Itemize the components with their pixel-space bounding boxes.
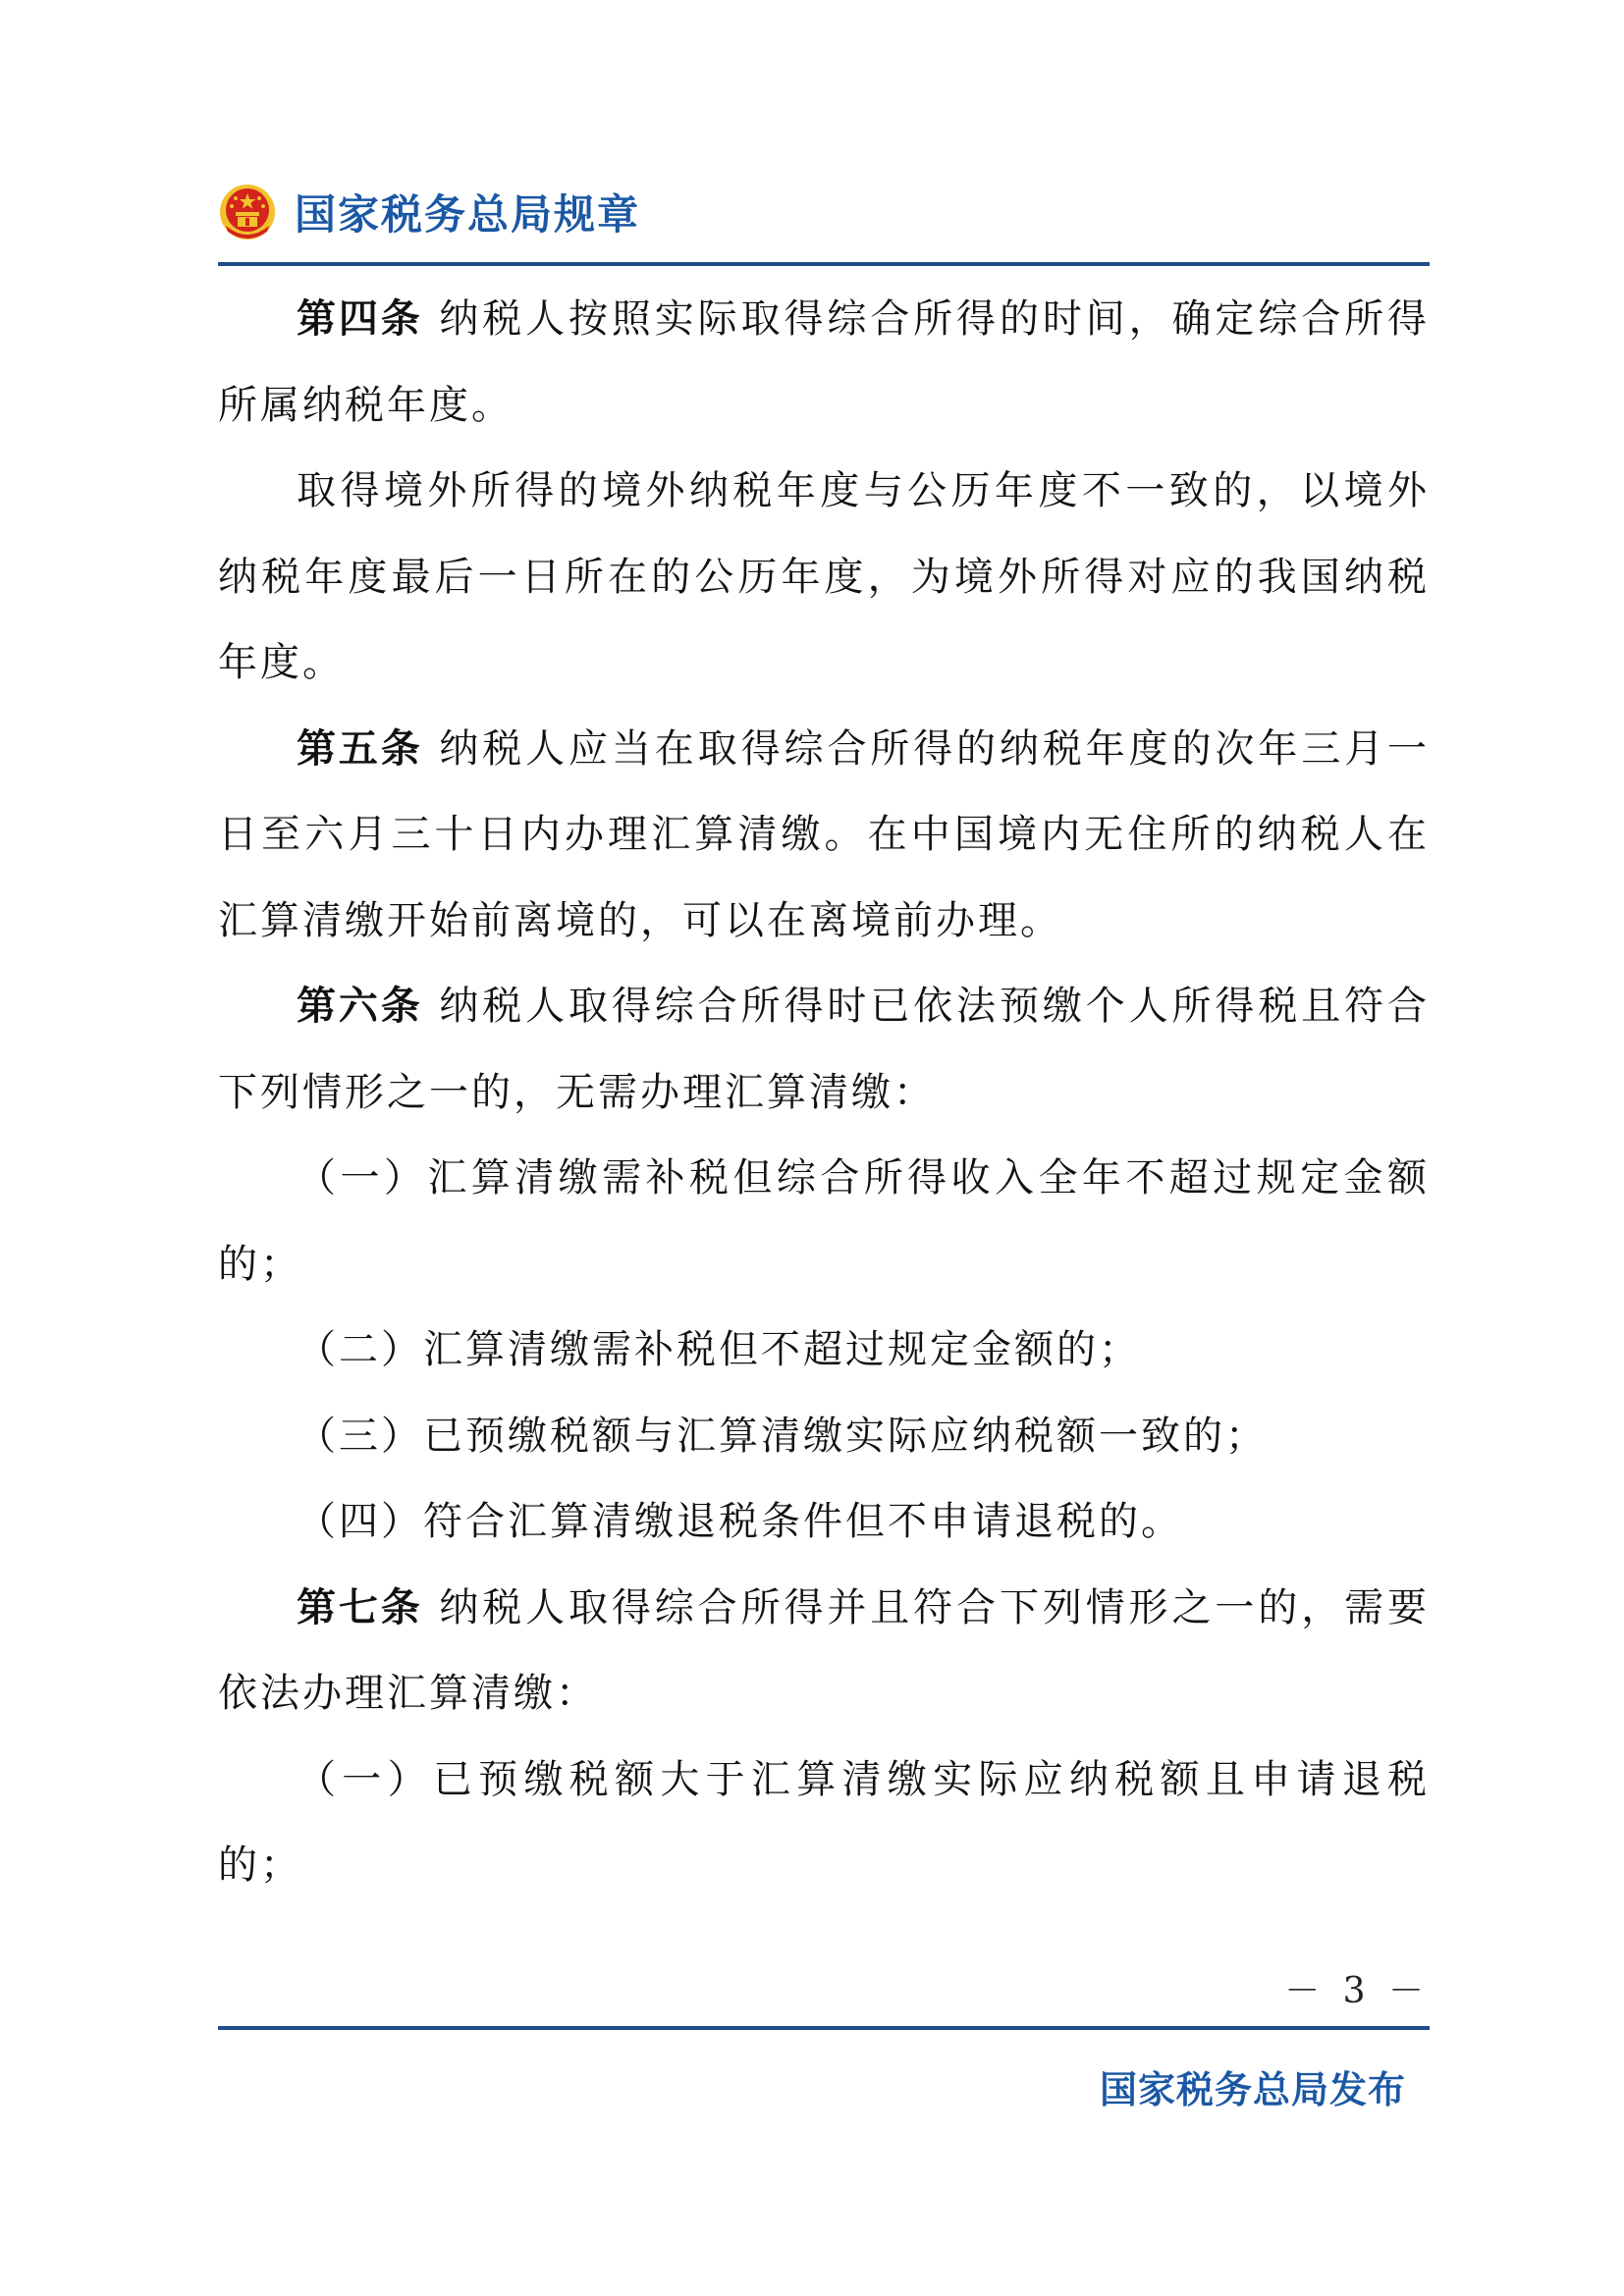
- page-header: [218, 173, 640, 251]
- article-4-para-2: 取得境外所得的境外纳税年度与公历年度不一致的，以境外纳税年度最后一日所在的公历年度，为境外所得对应的我国纳税年度。: [218, 468, 1430, 685]
- page-number: － 3 －: [1284, 1971, 1430, 2011]
- article-7-item-1: （一）已预缴税额大于汇算清缴实际应纳税额且申请退税的；: [218, 1756, 1430, 1888]
- article-5-para-1: [218, 707, 1430, 965]
- article-5-label: 第五条: [297, 725, 423, 772]
- article-6-para-1: [218, 964, 1430, 1136]
- article-4-label: 第四条: [297, 296, 423, 342]
- article-6-item-1: （一）汇算清缴需补税但综合所得收入全年不超过规定金额的；: [218, 1155, 1430, 1287]
- article-6-item-3: （三）已预缴税额与汇算清缴实际应纳税额一致的；: [297, 1413, 1268, 1459]
- national-emblem-icon: [218, 183, 277, 241]
- article-6-item-2: （二）汇算清缴需补税但不超过规定金额的；: [297, 1327, 1141, 1372]
- header-divider: [218, 262, 1430, 266]
- document-body: [218, 277, 1430, 1909]
- article-7-label: 第七条: [297, 1584, 423, 1630]
- header-title: 国家税务总局规章: [295, 190, 641, 239]
- article-7-text: 纳税人取得综合所得并且符合下列情形之一的，需要依法办理汇算清缴：: [218, 1584, 1431, 1716]
- article-5-text: 纳税人应当在取得综合所得的纳税年度的次年三月一日至六月三十日内办理汇算清缴。在中国境内无住所的纳税人在汇算清缴开始前离境的，可以在离境前办理。: [218, 725, 1431, 943]
- article-4-text: 纳税人按照实际取得综合所得的时间，确定综合所得所属纳税年度。: [218, 296, 1431, 428]
- article-6-label: 第六条: [297, 984, 423, 1029]
- footer-publisher: 国家税务总局发布: [1099, 2068, 1406, 2111]
- article-7-para-1: [218, 1566, 1430, 1737]
- footer-divider: [218, 2026, 1430, 2030]
- article-6-item-4: （四）符合汇算清缴退税条件但不申请退税的。: [297, 1499, 1183, 1544]
- article-6-text: 纳税人取得综合所得时已依法预缴个人所得税且符合下列情形之一的，无需办理汇算清缴：: [218, 984, 1431, 1115]
- article-4-para-1: [218, 277, 1430, 449]
